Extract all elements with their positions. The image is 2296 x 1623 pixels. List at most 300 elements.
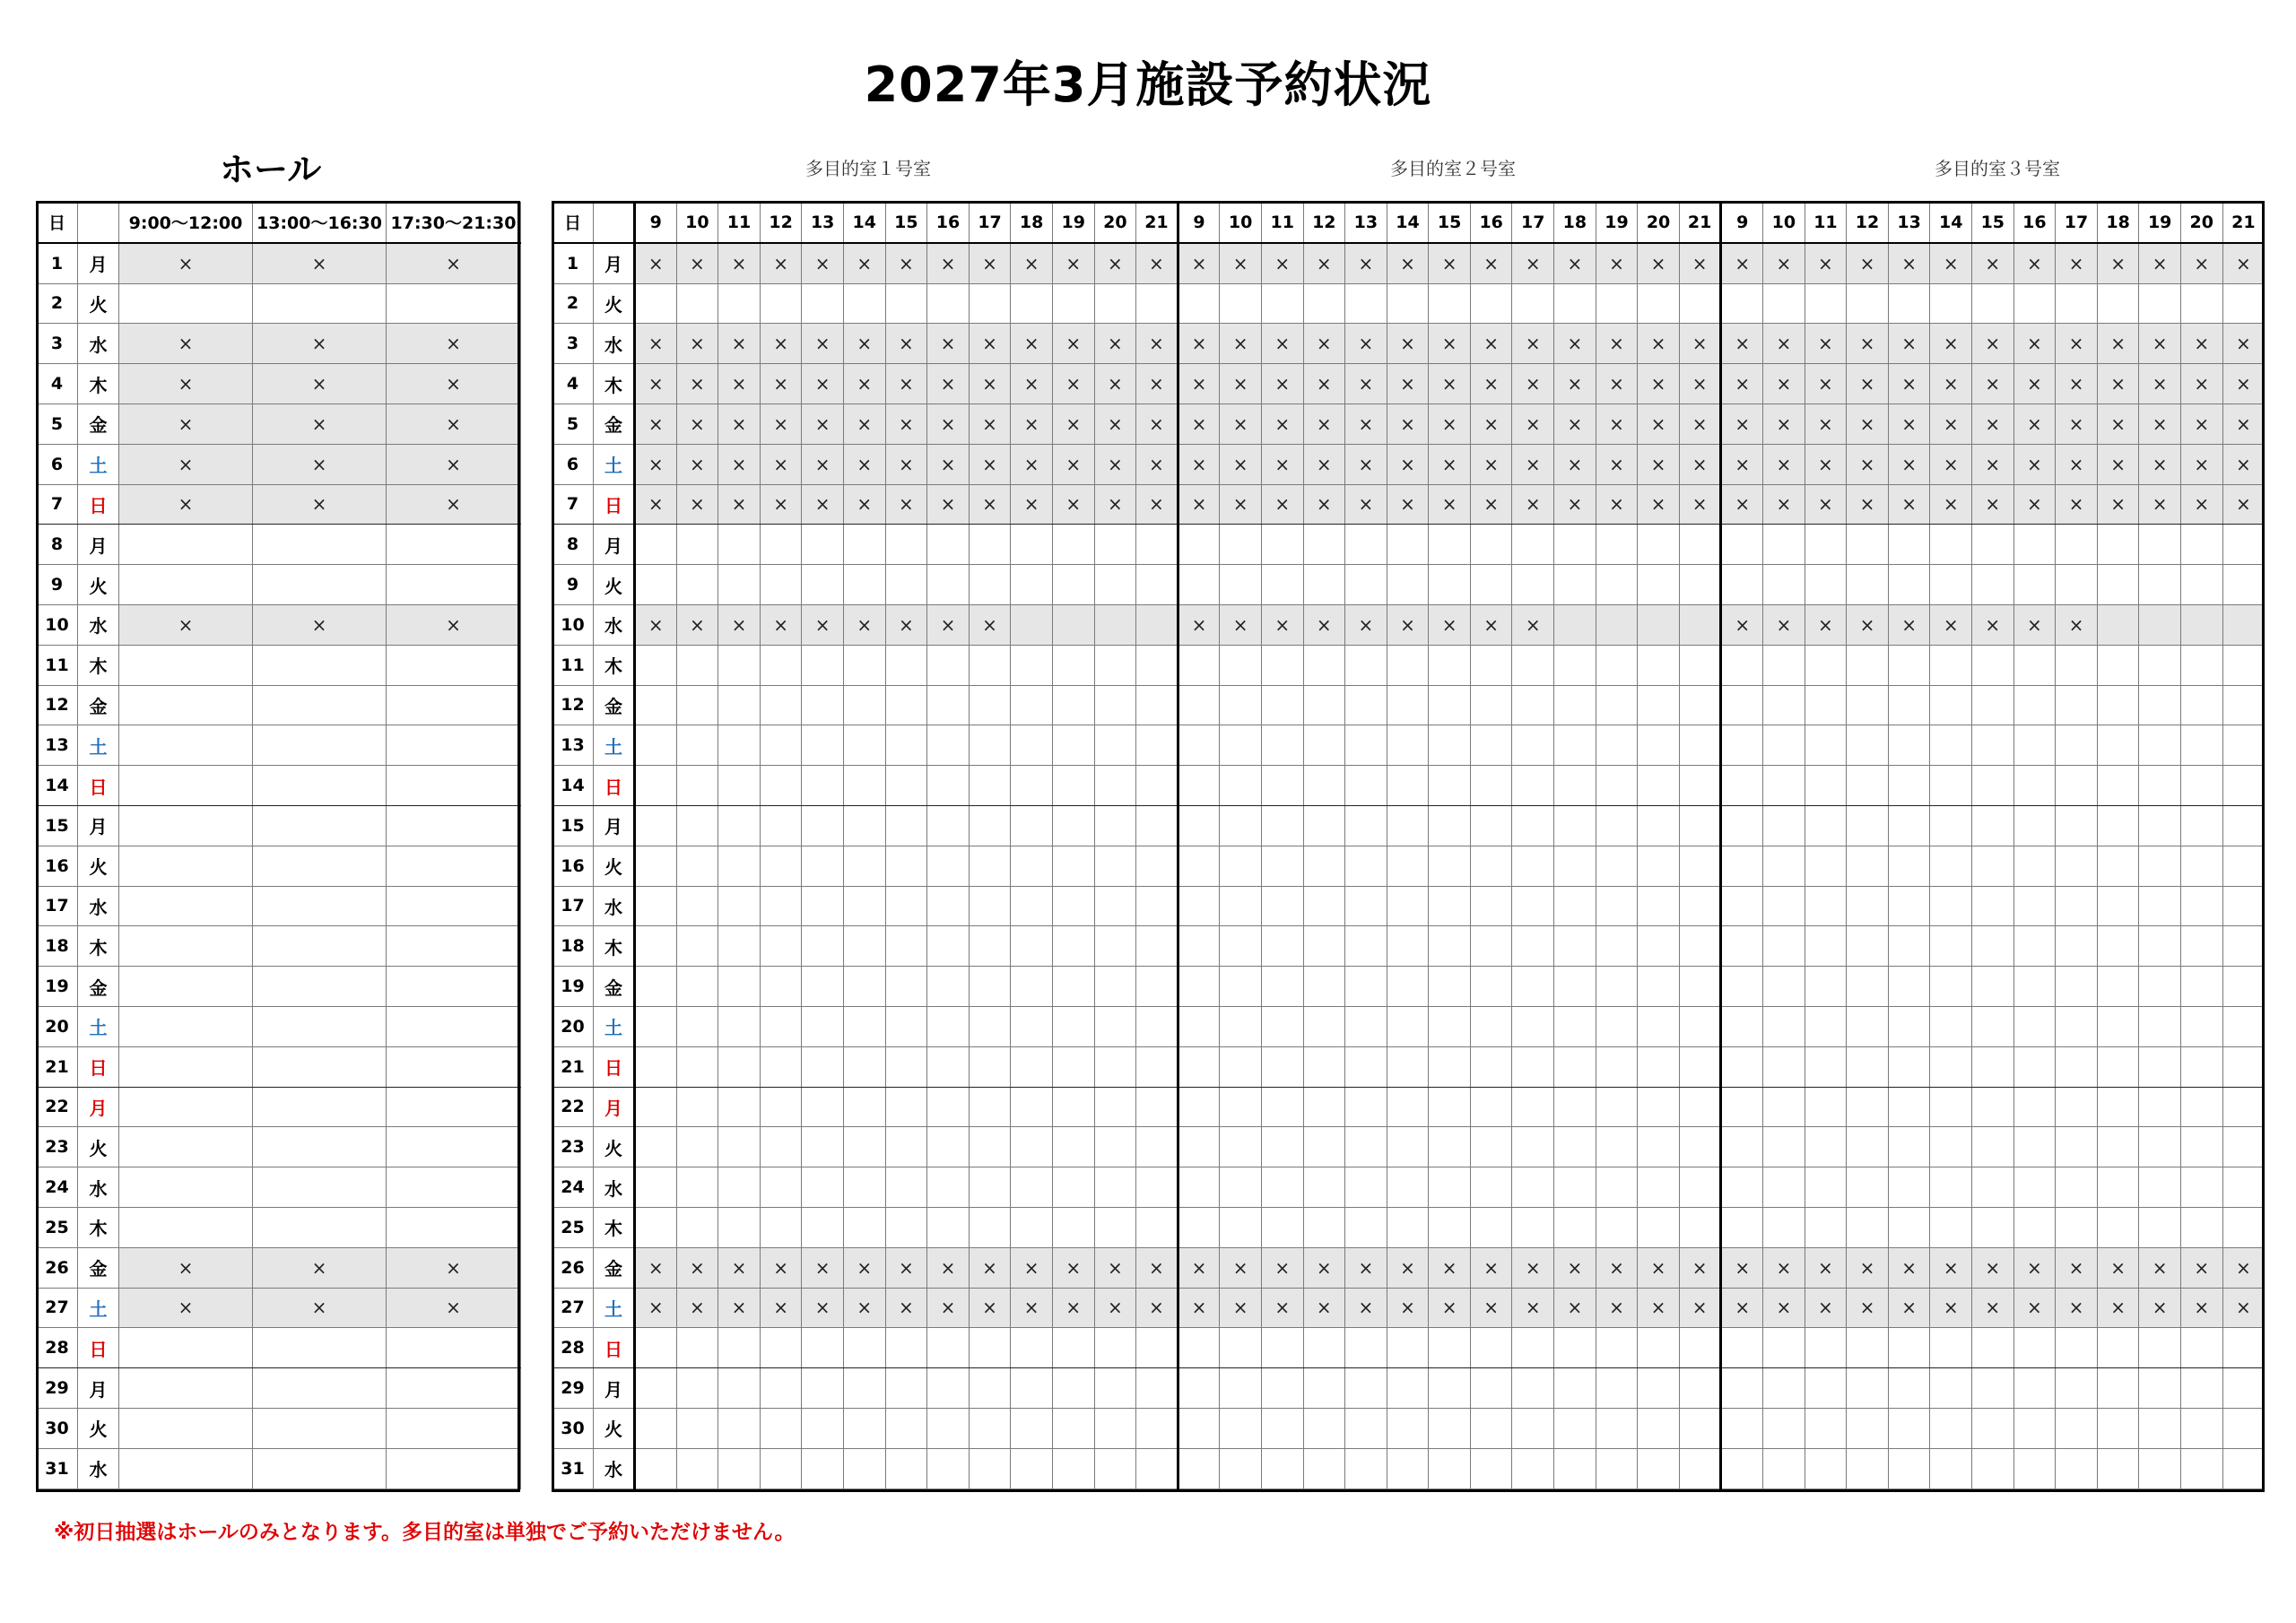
hour-cell: [2056, 1006, 2098, 1046]
hour-cell: ×: [1638, 324, 1680, 364]
hour-cell: [1052, 1368, 1094, 1409]
day-cell: 7: [552, 484, 594, 525]
hour-cell: [1847, 1448, 1889, 1488]
hour-cell: ×: [1972, 1288, 2014, 1328]
hour-cell: ×: [1679, 444, 1721, 484]
hour-cell: [927, 1087, 970, 1127]
hour-cell: ×: [1888, 1288, 1930, 1328]
slot-cell: [253, 565, 387, 605]
hour-cell: ×: [1596, 444, 1638, 484]
slot-cell: [119, 1087, 253, 1127]
hour-cell: [927, 1046, 970, 1087]
hour-cell: ×: [843, 484, 885, 525]
hour-cell: [1638, 1127, 1680, 1167]
table-row: [37, 1288, 521, 1328]
hour-cell: ×: [1847, 1247, 1889, 1288]
hour-cell: ×: [1429, 604, 1471, 645]
slot-cell: ×: [119, 364, 253, 404]
hour-cell: ×: [1805, 484, 1847, 525]
hour-cell: ×: [1888, 243, 1930, 283]
hour-cell: [1261, 1207, 1303, 1247]
hour-cell: [885, 846, 927, 886]
hour-cell: [969, 805, 1011, 846]
hour-cell: [2056, 805, 2098, 846]
hour-cell: [635, 1408, 677, 1448]
hour-cell: [1303, 1127, 1345, 1167]
hour-cell: [1721, 645, 1763, 685]
hour-cell: [1847, 766, 1889, 806]
hour-cell: [1554, 1448, 1596, 1488]
hour-cell: [1805, 1127, 1847, 1167]
hour-cell: [1972, 1368, 2014, 1409]
table-row: [37, 364, 521, 404]
hour-cell: ×: [1261, 484, 1303, 525]
hour-cell: ×: [1596, 324, 1638, 364]
slot-cell: [253, 766, 387, 806]
slot-cell: [253, 645, 387, 685]
hour-cell: [2097, 926, 2139, 967]
weekday-cell: 火: [78, 846, 119, 886]
slot-cell: [253, 1368, 387, 1409]
slot-cell: ×: [119, 604, 253, 645]
hour-cell: [676, 525, 718, 565]
hour-cell: [1345, 725, 1387, 766]
hour-cell: [885, 886, 927, 926]
hour-cell: ×: [760, 364, 802, 404]
hour-cell: ×: [1261, 444, 1303, 484]
weekday-cell: 日: [78, 484, 119, 525]
hour-cell: [1136, 645, 1178, 685]
hour-cell: [1011, 1448, 1053, 1488]
hour-cell: [1847, 645, 1889, 685]
hour-cell: [1554, 766, 1596, 806]
hour-header: 11: [1805, 203, 1847, 243]
hour-cell: [1847, 525, 1889, 565]
hour-cell: [2097, 565, 2139, 605]
hour-cell: [1052, 1448, 1094, 1488]
hour-cell: [1136, 1087, 1178, 1127]
hour-cell: [1220, 846, 1262, 886]
hour-cell: ×: [1805, 604, 1847, 645]
hour-cell: [676, 805, 718, 846]
hour-cell: [1261, 805, 1303, 846]
hour-cell: ×: [1303, 604, 1345, 645]
hour-cell: ×: [1888, 404, 1930, 444]
hour-cell: [1847, 926, 1889, 967]
hour-cell: [2222, 283, 2265, 324]
hour-cell: [1220, 685, 1262, 725]
hour-header: 15: [1429, 203, 1471, 243]
day-cell: 20: [552, 1006, 594, 1046]
hour-cell: ×: [1847, 364, 1889, 404]
weekday-cell: 土: [594, 444, 635, 484]
hour-cell: ×: [1763, 324, 1805, 364]
hour-cell: [1512, 1006, 1554, 1046]
weekday-cell: 水: [594, 604, 635, 645]
hour-cell: [1763, 846, 1805, 886]
hour-cell: ×: [760, 324, 802, 364]
hour-cell: [760, 1127, 802, 1167]
table-row: [37, 1127, 521, 1167]
hour-cell: [2222, 1127, 2265, 1167]
hour-cell: [2222, 1006, 2265, 1046]
hour-cell: [2139, 1368, 2181, 1409]
hour-cell: [1930, 805, 1972, 846]
hour-cell: [1763, 283, 1805, 324]
weekday-cell: 月: [78, 525, 119, 565]
hour-cell: [1554, 1087, 1596, 1127]
weekday-cell: 土: [78, 1288, 119, 1328]
slot-cell: ×: [119, 444, 253, 484]
hour-cell: [1972, 846, 2014, 886]
table-row: [552, 243, 2265, 283]
hour-cell: [1679, 685, 1721, 725]
hour-cell: ×: [1679, 324, 1721, 364]
hour-cell: ×: [1303, 1288, 1345, 1328]
hour-cell: [1220, 766, 1262, 806]
hour-cell: [1178, 1006, 1220, 1046]
hour-cell: [1345, 645, 1387, 685]
hour-cell: ×: [635, 1288, 677, 1328]
table-row: [37, 846, 521, 886]
hour-cell: ×: [1094, 324, 1136, 364]
day-cell: 11: [552, 645, 594, 685]
hour-cell: [843, 565, 885, 605]
table-row: [552, 1448, 2265, 1488]
hour-cell: [1972, 283, 2014, 324]
table-row: [552, 1247, 2265, 1288]
hour-cell: [1596, 604, 1638, 645]
hour-cell: [1345, 1408, 1387, 1448]
hour-cell: [927, 926, 970, 967]
hour-cell: ×: [718, 604, 761, 645]
hour-cell: [2056, 1127, 2098, 1167]
hour-cell: ×: [1261, 404, 1303, 444]
table-row: [37, 1408, 521, 1448]
hour-cell: [1052, 1207, 1094, 1247]
hour-cell: ×: [1094, 484, 1136, 525]
hour-cell: ×: [1094, 404, 1136, 444]
hour-cell: [1470, 685, 1512, 725]
hour-cell: ×: [1136, 404, 1178, 444]
hour-cell: [1261, 926, 1303, 967]
hour-cell: [1470, 1167, 1512, 1208]
hour-cell: ×: [1721, 444, 1763, 484]
table-row: [37, 886, 521, 926]
hour-cell: ×: [1220, 484, 1262, 525]
hour-cell: [1261, 846, 1303, 886]
day-cell: 6: [552, 444, 594, 484]
hour-cell: [1638, 805, 1680, 846]
table-row: [37, 1207, 521, 1247]
hour-cell: [1972, 805, 2014, 846]
hour-header: 21: [1679, 203, 1721, 243]
hour-cell: [1638, 565, 1680, 605]
hour-cell: [1847, 283, 1889, 324]
hour-cell: [2139, 565, 2181, 605]
hour-cell: [1930, 1408, 1972, 1448]
hour-cell: [1596, 886, 1638, 926]
hour-cell: ×: [1554, 484, 1596, 525]
hour-cell: [1805, 725, 1847, 766]
hour-cell: [1679, 1087, 1721, 1127]
hour-cell: ×: [1220, 324, 1262, 364]
hour-cell: [2139, 846, 2181, 886]
hour-header: 16: [1470, 203, 1512, 243]
hour-cell: [1721, 525, 1763, 565]
hour-cell: [1847, 685, 1889, 725]
hour-cell: [1805, 685, 1847, 725]
hour-cell: ×: [2222, 1247, 2265, 1288]
hour-cell: ×: [1136, 444, 1178, 484]
hour-cell: [927, 1207, 970, 1247]
hour-header: 19: [2139, 203, 2181, 243]
hour-cell: [1888, 846, 1930, 886]
hour-cell: [2013, 805, 2056, 846]
hour-cell: [1888, 1368, 1930, 1409]
slot-cell: ×: [387, 604, 521, 645]
hour-cell: [2222, 766, 2265, 806]
hour-cell: [802, 725, 844, 766]
hour-cell: [1011, 685, 1053, 725]
hour-cell: [1178, 766, 1220, 806]
table-row: [552, 926, 2265, 967]
hour-cell: [1930, 1328, 1972, 1368]
hour-cell: ×: [2097, 1247, 2139, 1288]
table-row: [37, 1046, 521, 1087]
hour-cell: [676, 1328, 718, 1368]
hour-cell: [1638, 926, 1680, 967]
hour-cell: ×: [1972, 324, 2014, 364]
hour-cell: [1094, 1328, 1136, 1368]
hour-cell: ×: [1721, 1288, 1763, 1328]
hour-cell: ×: [1387, 324, 1429, 364]
hour-cell: [2222, 967, 2265, 1007]
hour-cell: ×: [1387, 604, 1429, 645]
hour-cell: ×: [802, 324, 844, 364]
hour-cell: [969, 565, 1011, 605]
hour-cell: ×: [843, 243, 885, 283]
hour-cell: ×: [2222, 324, 2265, 364]
hour-cell: ×: [1721, 1247, 1763, 1288]
hour-cell: [2180, 1167, 2222, 1208]
hour-cell: [1972, 1046, 2014, 1087]
hour-cell: [1805, 766, 1847, 806]
hour-cell: [1805, 565, 1847, 605]
hour-cell: [802, 1328, 844, 1368]
hour-cell: ×: [1345, 324, 1387, 364]
day-cell: 16: [552, 846, 594, 886]
hour-cell: [1136, 1127, 1178, 1167]
hour-cell: ×: [2013, 444, 2056, 484]
weekday-cell: 火: [78, 283, 119, 324]
day-cell: 23: [552, 1127, 594, 1167]
hour-cell: [1387, 1328, 1429, 1368]
hour-cell: [1596, 926, 1638, 967]
hour-cell: [2097, 1087, 2139, 1127]
hour-cell: [1303, 565, 1345, 605]
slot-cell: [387, 1328, 521, 1368]
hour-cell: [843, 283, 885, 324]
hour-header: 18: [1554, 203, 1596, 243]
hour-cell: [1220, 645, 1262, 685]
hour-cell: ×: [1930, 404, 1972, 444]
hour-cell: ×: [1136, 484, 1178, 525]
hour-cell: [1512, 805, 1554, 846]
hour-cell: [1261, 967, 1303, 1007]
hour-cell: [1220, 1127, 1262, 1167]
hour-cell: [1930, 1006, 1972, 1046]
hour-cell: ×: [1888, 604, 1930, 645]
hour-cell: [1512, 525, 1554, 565]
hour-cell: [885, 1046, 927, 1087]
slot-header: 13:00～16:30: [253, 203, 387, 243]
table-row: [552, 1288, 2265, 1328]
hour-cell: ×: [2056, 364, 2098, 404]
hour-cell: [1763, 1046, 1805, 1087]
hour-cell: [2056, 525, 2098, 565]
hour-cell: ×: [1512, 243, 1554, 283]
hour-cell: ×: [2097, 484, 2139, 525]
hour-cell: [2139, 886, 2181, 926]
hour-cell: ×: [1178, 484, 1220, 525]
hour-cell: [718, 1408, 761, 1448]
table-row: [37, 283, 521, 324]
hour-cell: [1220, 1167, 1262, 1208]
hour-cell: [1554, 967, 1596, 1007]
hour-cell: [1554, 846, 1596, 886]
hour-cell: [1763, 1368, 1805, 1409]
hour-cell: [1972, 1167, 2014, 1208]
hour-cell: [1554, 805, 1596, 846]
slot-cell: [119, 725, 253, 766]
table-row: [37, 324, 521, 364]
hour-cell: [676, 1448, 718, 1488]
hour-cell: [1847, 1328, 1889, 1368]
slot-cell: [253, 525, 387, 565]
slot-cell: [119, 967, 253, 1007]
hour-cell: ×: [676, 1247, 718, 1288]
weekday-cell: 日: [594, 1046, 635, 1087]
weekday-cell: 土: [78, 444, 119, 484]
day-cell: 14: [37, 766, 78, 806]
hour-cell: [1721, 725, 1763, 766]
hour-cell: [1512, 926, 1554, 967]
hour-header: 20: [1638, 203, 1680, 243]
hour-cell: [1638, 1207, 1680, 1247]
hour-cell: ×: [802, 604, 844, 645]
hour-cell: [635, 1167, 677, 1208]
hour-cell: [760, 1167, 802, 1208]
hour-cell: [1220, 725, 1262, 766]
hour-cell: [802, 766, 844, 806]
hour-cell: [843, 1167, 885, 1208]
hour-cell: ×: [1470, 444, 1512, 484]
hour-cell: [969, 1328, 1011, 1368]
hour-cell: ×: [1554, 404, 1596, 444]
hour-cell: ×: [1136, 243, 1178, 283]
hour-cell: [2180, 1408, 2222, 1448]
weekday-cell: 金: [594, 685, 635, 725]
hour-cell: [969, 725, 1011, 766]
hour-cell: ×: [2097, 1288, 2139, 1328]
hour-cell: ×: [676, 364, 718, 404]
table-row: [552, 1328, 2265, 1368]
hour-cell: ×: [1429, 484, 1471, 525]
hour-cell: [1805, 1448, 1847, 1488]
hour-cell: [1136, 725, 1178, 766]
weekday-cell: 火: [78, 1127, 119, 1167]
hour-cell: ×: [2097, 404, 2139, 444]
hour-cell: [1094, 846, 1136, 886]
hour-cell: [1136, 886, 1178, 926]
hour-cell: [1888, 926, 1930, 967]
weekday-cell: 月: [78, 243, 119, 283]
hour-cell: ×: [1178, 1288, 1220, 1328]
hour-cell: [1679, 846, 1721, 886]
weekday-cell: 水: [78, 324, 119, 364]
hour-cell: ×: [1763, 243, 1805, 283]
hour-cell: [1679, 967, 1721, 1007]
hour-cell: [843, 1328, 885, 1368]
hour-cell: [760, 886, 802, 926]
hour-header: 9: [1178, 203, 1220, 243]
hour-cell: [1178, 1087, 1220, 1127]
hour-cell: [802, 1127, 844, 1167]
hour-cell: [1052, 725, 1094, 766]
hour-cell: [1470, 725, 1512, 766]
hour-cell: [1763, 1408, 1805, 1448]
hour-cell: [635, 926, 677, 967]
hour-cell: [1972, 1448, 2014, 1488]
hour-cell: ×: [1805, 404, 1847, 444]
hour-cell: ×: [1679, 364, 1721, 404]
slot-cell: [119, 1408, 253, 1448]
hour-cell: [2139, 1207, 2181, 1247]
hour-cell: [1805, 1167, 1847, 1208]
hour-cell: [1596, 725, 1638, 766]
hour-cell: [1387, 1167, 1429, 1208]
weekday-cell: 火: [594, 1408, 635, 1448]
hour-cell: [1888, 967, 1930, 1007]
hour-cell: [1679, 766, 1721, 806]
hour-cell: [885, 1328, 927, 1368]
day-cell: 15: [37, 805, 78, 846]
hour-cell: [1387, 645, 1429, 685]
slot-cell: ×: [119, 404, 253, 444]
hour-cell: [2097, 1006, 2139, 1046]
hour-cell: [635, 725, 677, 766]
hour-cell: ×: [1387, 364, 1429, 404]
hour-cell: [2097, 283, 2139, 324]
hour-cell: ×: [1011, 364, 1053, 404]
hour-cell: [1261, 725, 1303, 766]
hour-cell: [2013, 565, 2056, 605]
hour-cell: [1011, 926, 1053, 967]
hour-cell: [1763, 967, 1805, 1007]
hour-cell: ×: [1345, 604, 1387, 645]
table-row: [552, 805, 2265, 846]
hour-cell: [1094, 1368, 1136, 1409]
hour-cell: [1763, 565, 1805, 605]
day-cell: 10: [552, 604, 594, 645]
hour-cell: [1429, 846, 1471, 886]
hour-cell: [2013, 1006, 2056, 1046]
hour-cell: [2222, 1207, 2265, 1247]
hour-cell: [2180, 766, 2222, 806]
hour-cell: [1136, 685, 1178, 725]
hour-cell: [1805, 1368, 1847, 1409]
